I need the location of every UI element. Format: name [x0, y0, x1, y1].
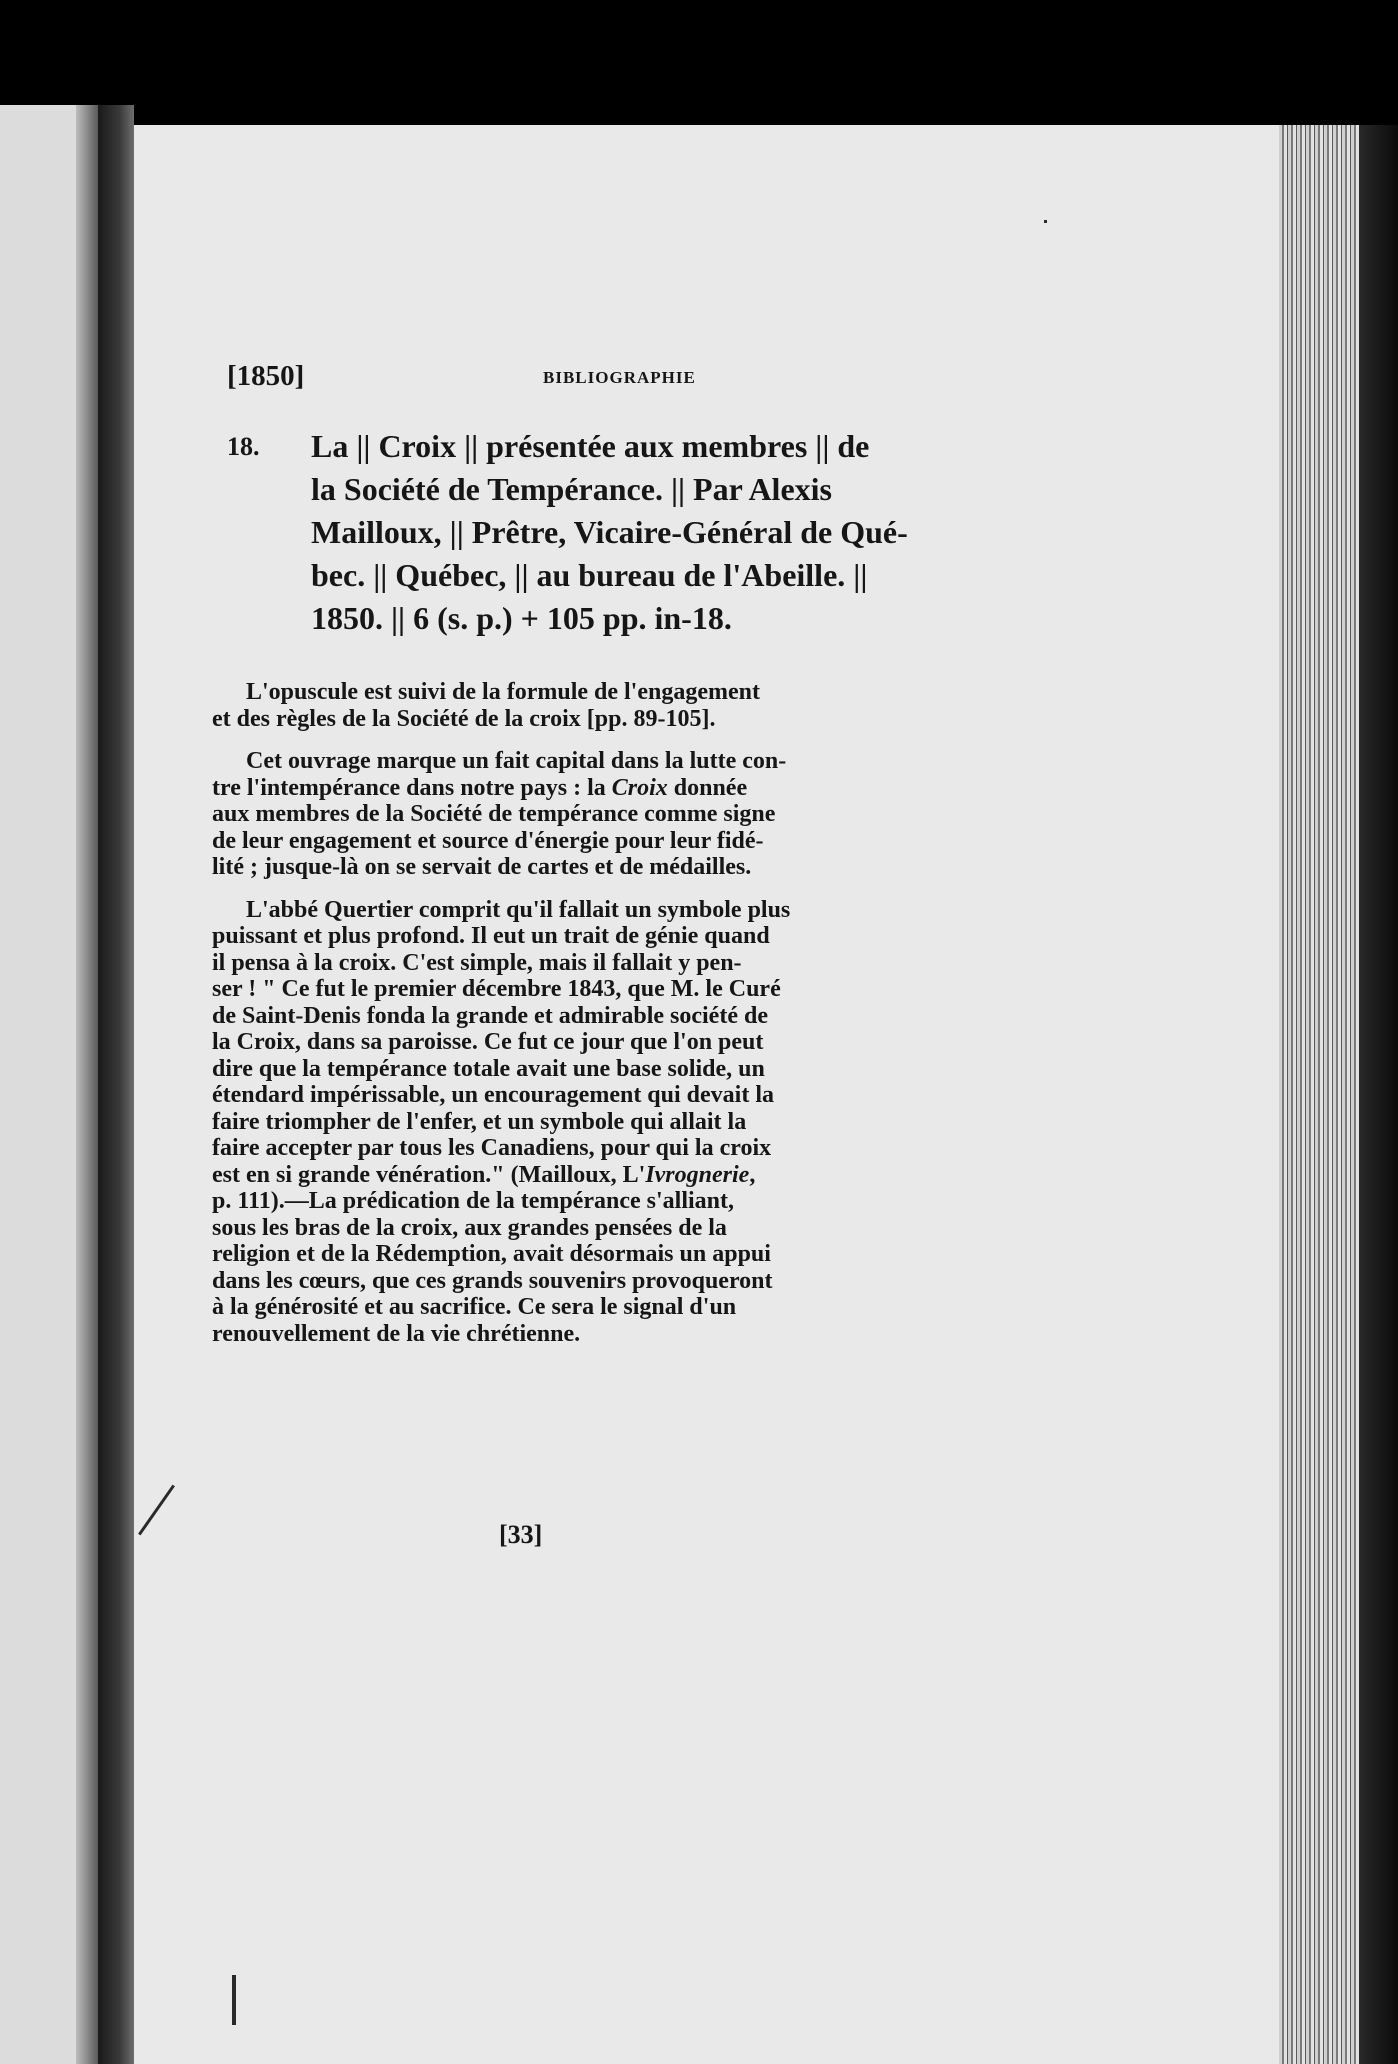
entry-line: la Société de Tempérance. || Par Alexis — [311, 471, 832, 507]
text-line: la Croix, dans sa paroisse. Ce fut ce jour que l'on peut — [212, 1029, 764, 1055]
text-line: puissant et plus profond. Il eut un trait de génie quand — [212, 923, 770, 949]
text-segment: tre l'intempérance dans notre pays : la — [212, 774, 612, 801]
italic-title: Ivrognerie — [645, 1161, 750, 1188]
text-line: Cet ouvrage marque un fait capital dans la lutte con- — [246, 748, 787, 774]
entry-number: 18. — [227, 432, 260, 461]
text-line: L'abbé Quertier comprit qu'il fallait un symbole plus — [246, 896, 791, 923]
note-paragraph — [212, 748, 1032, 881]
italic-title: Croix — [611, 774, 668, 801]
entry-notes — [212, 679, 1032, 1363]
text-line: ser ! " Ce fut le premier décembre 1843, que M. le Curé — [212, 976, 781, 1002]
text-line: dire que la tempérance totale avait une base solide, un — [212, 1055, 765, 1082]
note-paragraph — [212, 897, 1032, 1348]
text-line: de leur engagement et source d'énergie pour leur fidé- — [212, 827, 764, 854]
scan-artifact — [232, 1975, 236, 2025]
note-paragraph — [212, 679, 1032, 732]
entry-line: 1850. || 6 (s. p.) + 105 pp. in-18. — [311, 600, 732, 636]
text-line: dans les cœurs, que ces grands souvenirs provoqueront — [212, 1267, 773, 1294]
text-line: faire accepter par tous les Canadiens, pour qui la croix — [212, 1135, 772, 1161]
text-segment: est en si grande vénération." (Mailloux, L' — [212, 1161, 646, 1188]
page-stack-edges — [1279, 125, 1359, 2064]
text-line: L'opuscule est suivi de la formule de l'engagement — [246, 679, 760, 705]
text-line: et des règles de la Société de la croix [pp. 89-105]. — [212, 705, 716, 732]
text-line: de Saint-Denis fonda la grande et admirable société de — [212, 1002, 768, 1029]
entry-line: La || Croix || présentée aux membres || de — [311, 428, 870, 464]
text-line — [212, 775, 1032, 802]
text-line: faire triompher de l'enfer, et un symbole qui allait la — [212, 1108, 747, 1135]
page-number: [33] — [499, 1520, 543, 1549]
left-page-edge — [0, 105, 98, 2064]
text-segment: donnée — [667, 774, 748, 801]
page-content — [134, 125, 1279, 2064]
text-line: religion et de la Rédemption, avait désormais un appui — [212, 1241, 771, 1267]
book-gutter — [98, 105, 134, 2064]
entry-title-block — [311, 425, 1031, 640]
entry-line: bec. || Québec, || au bureau de l'Abeille. || — [311, 557, 868, 593]
text-segment: , — [749, 1161, 756, 1188]
text-line: à la générosité et au sacrifice. Ce sera le signal d'un — [212, 1294, 737, 1320]
scan-artifact — [138, 1485, 175, 1536]
text-line: lité ; jusque-là on se servait de cartes et de médailles. — [212, 854, 752, 880]
entry-line: Mailloux, || Prêtre, Vicaire-Général de Qué- — [311, 514, 908, 550]
book-page — [134, 125, 1279, 2064]
running-head — [227, 360, 1027, 400]
text-line: étendard impérissable, un encouragement qui devait la — [212, 1082, 774, 1108]
text-line: sous les bras de la croix, aux grandes pensées de la — [212, 1214, 727, 1241]
text-line: p. 111).—La prédication de la tempérance s'alliant, — [212, 1188, 734, 1214]
year-tag: [1850] — [227, 360, 305, 392]
text-line: il pensa à la croix. C'est simple, mais il fallait y pen- — [212, 949, 742, 976]
section-title: BIBLIOGRAPHIE — [543, 368, 696, 387]
text-line — [212, 1162, 1032, 1189]
page-stack-shadow — [1359, 125, 1398, 2064]
scan-artifact — [1044, 220, 1047, 223]
text-line: aux membres de la Société de tempérance comme signe — [212, 801, 776, 827]
text-line: renouvellement de la vie chrétienne. — [212, 1320, 581, 1347]
